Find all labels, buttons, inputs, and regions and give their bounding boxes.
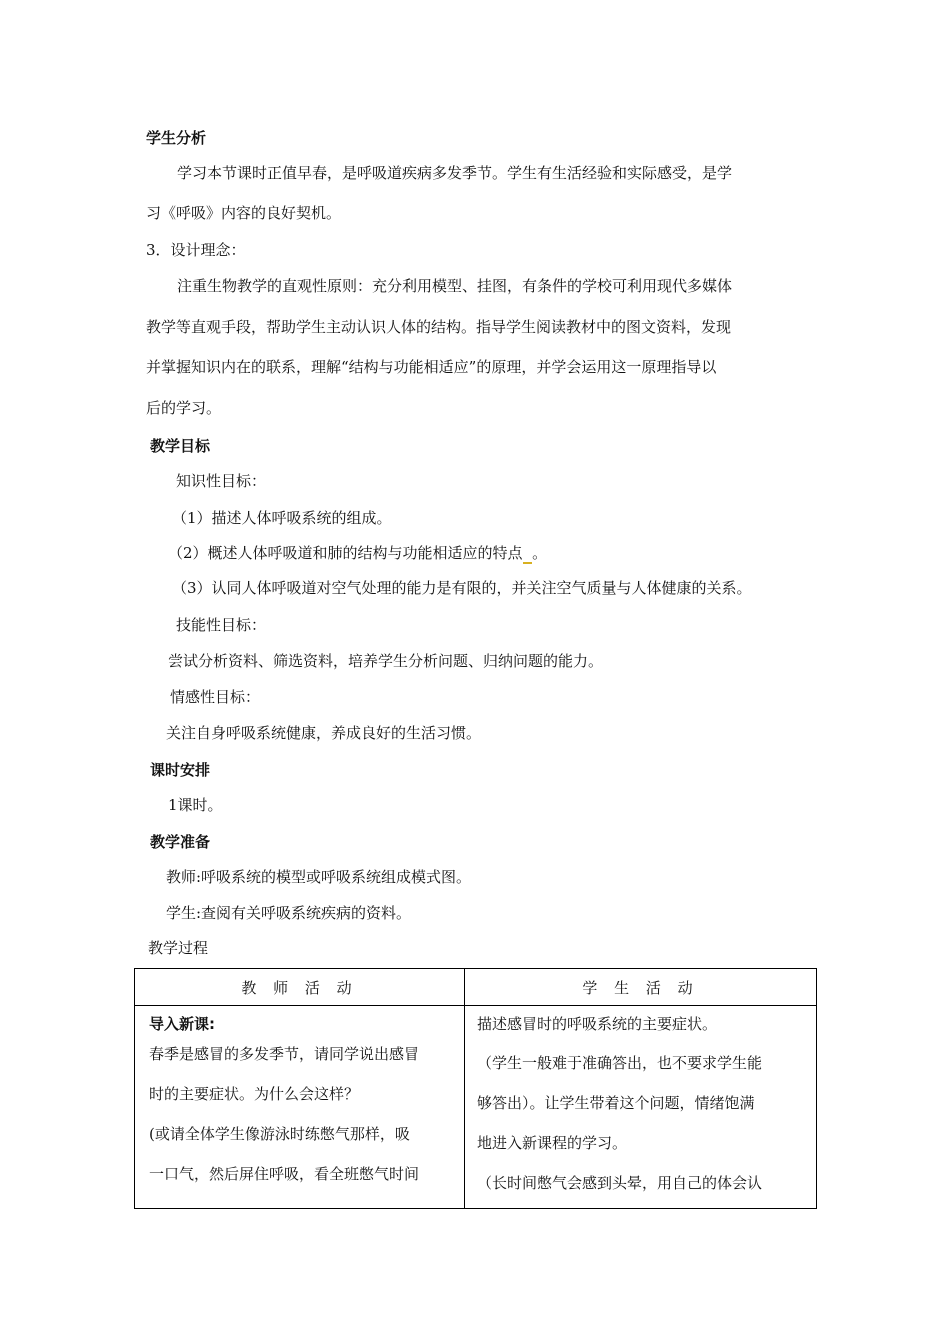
teacher-activity-line: 时的主要症状。为什么会这样？ xyxy=(149,1085,360,1103)
student-activity-line: 够答出）。让学生带着这个问题，情绪饱满 xyxy=(477,1094,755,1112)
paragraph-line: 注重生物教学的直观性原则：充分利用模型、挂图，有条件的学校可利用现代多媒体 xyxy=(177,277,733,295)
table-header-row xyxy=(135,969,817,1006)
teacher-activity-line: 春季是感冒的多发季节，请同学说出感冒 xyxy=(149,1045,420,1063)
student-activity-cell xyxy=(465,1006,817,1209)
section-heading-preparation: 教学准备 xyxy=(150,833,211,851)
paragraph-line: 教学等直观手段，帮助学生主动认识人体的结构。指导学生阅读教材中的图文资料，发现 xyxy=(146,318,732,336)
lesson-intro-title: 导入新课: xyxy=(149,1015,215,1033)
student-activity-line: 地进入新课程的学习。 xyxy=(477,1134,628,1152)
highlight-mark xyxy=(523,544,533,564)
knowledge-objective-item: （1）描述人体呼吸系统的组成。 xyxy=(172,509,392,527)
student-activity-line: （学生一般难于准确答出，也不要求学生能 xyxy=(477,1054,763,1072)
paragraph-line: 学习本节课时正值早春，是呼吸道疾病多发季节。学生有生活经验和实际感受，是学 xyxy=(177,164,733,182)
paragraph-line: 习《呼吸》内容的良好契机。 xyxy=(146,204,342,222)
section-heading-design-concept: 3．设计理念： xyxy=(146,241,246,259)
student-activity-line: （长时间憋气会感到头晕，用自己的体会认 xyxy=(477,1174,763,1192)
column-header-student: 学 生 活 动 xyxy=(465,969,817,1006)
schedule-text: 1课时。 xyxy=(168,796,223,814)
section-heading-student-analysis: 学生分析 xyxy=(146,129,207,147)
emotion-objectives-label: 情感性目标： xyxy=(170,688,261,706)
paragraph-line: 后的学习。 xyxy=(146,399,222,417)
teacher-activity-line: (或请全体学生像游泳时练憋气那样，吸 xyxy=(149,1125,410,1143)
column-header-teacher: 教 师 活 动 xyxy=(135,969,465,1006)
table-row xyxy=(135,1006,817,1209)
knowledge-objectives-label: 知识性目标： xyxy=(176,472,267,490)
student-preparation: 学生:查阅有关呼吸系统疾病的资料。 xyxy=(166,904,412,922)
teacher-preparation: 教师:呼吸系统的模型或呼吸系统组成模式图。 xyxy=(166,868,472,886)
process-table xyxy=(134,968,817,1209)
teacher-activity-cell xyxy=(135,1006,465,1209)
teacher-activity-line: 一口气，然后屏住呼吸，看全班憋气时间 xyxy=(149,1165,420,1183)
skill-objectives-label: 技能性目标： xyxy=(176,616,267,634)
knowledge-objective-item: （3）认同人体呼吸道对空气处理的能力是有限的，并关注空气质量与人体健康的关系。 xyxy=(172,579,752,597)
paragraph-line: 并掌握知识内在的联系，理解“结构与功能相适应”的原理，并学会运用这一原理指导以 xyxy=(146,358,717,376)
student-activity-line: 描述感冒时的呼吸系统的主要症状。 xyxy=(477,1015,718,1033)
skill-objective-text: 尝试分析资料、筛选资料，培养学生分析问题、归纳问题的能力。 xyxy=(168,652,604,670)
section-heading-schedule: 课时安排 xyxy=(150,761,211,779)
knowledge-objective-item: （2）概述人体呼吸道和肺的结构与功能相适应的特点 。 xyxy=(168,544,548,562)
emotion-objective-text: 关注自身呼吸系统健康，养成良好的生活习惯。 xyxy=(166,724,482,742)
section-heading-objectives: 教学目标 xyxy=(150,437,211,455)
section-heading-process: 教学过程 xyxy=(148,939,209,957)
